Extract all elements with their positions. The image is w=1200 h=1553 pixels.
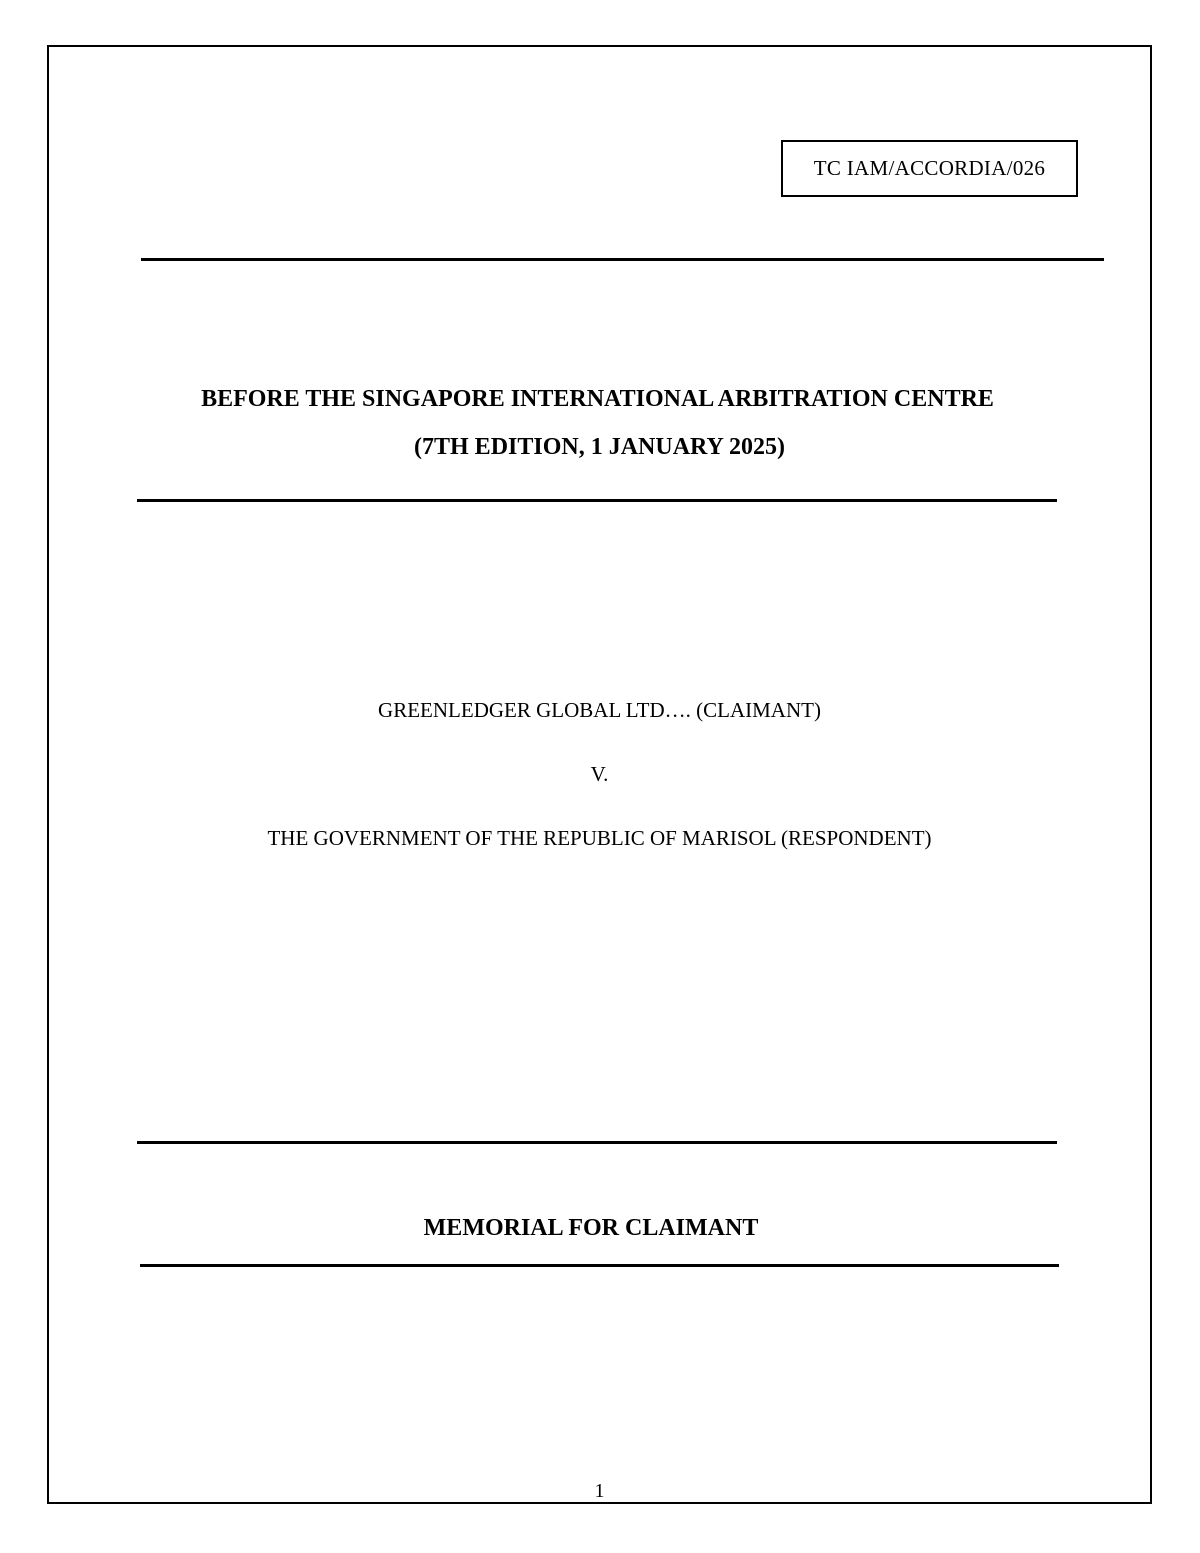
team-code-box (781, 140, 1078, 197)
top-divider (141, 258, 1104, 261)
forum-title: BEFORE THE SINGAPORE INTERNATIONAL ARBITRATION CENTRE (201, 386, 994, 412)
memorial-title: MEMORIAL FOR CLAIMANT (423, 1215, 759, 1241)
versus-label: V. (590, 762, 609, 786)
memorial-top-divider (137, 1141, 1057, 1144)
team-code-label: TC IAM/ACCORDIA/026 (813, 156, 1046, 180)
claimant-party: GREENLEDGER GLOBAL LTD…. (CLAIMANT) (378, 698, 821, 722)
memorial-bottom-divider (140, 1264, 1059, 1267)
page-number: 1 (594, 1480, 605, 1502)
respondent-party: THE GOVERNMENT OF THE REPUBLIC OF MARISOL (RESPONDENT) (267, 826, 932, 850)
forum-subtitle: (7TH EDITION, 1 JANUARY 2025) (414, 434, 785, 460)
forum-divider (137, 499, 1057, 502)
